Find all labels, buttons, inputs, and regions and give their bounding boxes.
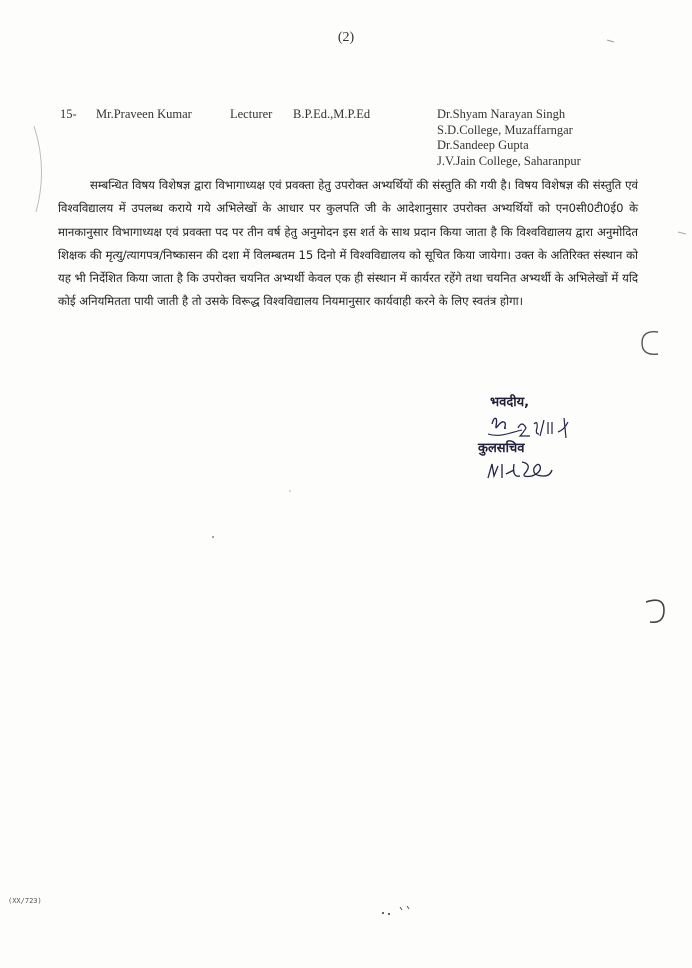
- page-number: (2): [337, 30, 355, 45]
- expert-line: S.D.College, Muzaffarngar: [437, 122, 573, 137]
- entry-serial: 15-: [60, 107, 77, 121]
- expert-line: Dr.Shyam Narayan Singh: [437, 107, 566, 121]
- expert-line: J.V.Jain College, Saharanpur: [437, 153, 581, 168]
- expert-line: Dr.Sandeep Gupta: [437, 138, 529, 152]
- candidate-designation: Lecturer: [230, 107, 273, 121]
- candidate-qualification: B.P.Ed.,M.P.Ed: [293, 107, 371, 121]
- body-paragraph: सम्बन्धित विषय विशेषज्ञ द्वारा विभागाध्यक्ष एवं प्रवक्ता हेतु उपरोक्त अभ्यर्थियों की संस्तुति की गयी है। विषय विशेषज्ञ की संस्तुति एवं विश्वविद्यालय में उपलब्ध कराये गये अभिलेखों के आधार पर कुलपति जी के आदेशानुसार उपरोक्त अभ्यर्थियों को एन0सी0टी0ई0 के मानकानुसार विभागाध्यक्ष एवं प्रवक्ता पद पर तीन वर्ष हेतु अनुमोदन इस शर्त के साथ प्रदान किया जाता है कि विश्वविद्यालय द्वारा अनुमोदित शिक्षक की मृत्यु/त्यागपत्र/निष्कासन की दशा में विलम्बतम 15 दिनो में विश्वविद्यालय को सूचित किया जायेगा। उक्त के अतिरिक्त संस्थान को यह भी निर्देशित किया जाता है कि उपरोक्त चयनित अभ्यर्थी केवल एक ही संस्थान में कार्यरत रहेंगे तथा चयनित अभ्यर्थी के अभिलेखों में यदि कोई अनियमितता पायी जाती है तो उसके विरूद्ध विश्वविद्यालय नियमानुसार कार्यवाही करने के लिए स्वतंत्र होगा।: [58, 178, 638, 309]
- footer-code: (XX/723): [8, 897, 42, 905]
- designation-text: कुलसचिव: [478, 441, 525, 456]
- closing-text: भवदीय,: [490, 395, 530, 410]
- candidate-name: Mr.Praveen Kumar: [96, 107, 192, 121]
